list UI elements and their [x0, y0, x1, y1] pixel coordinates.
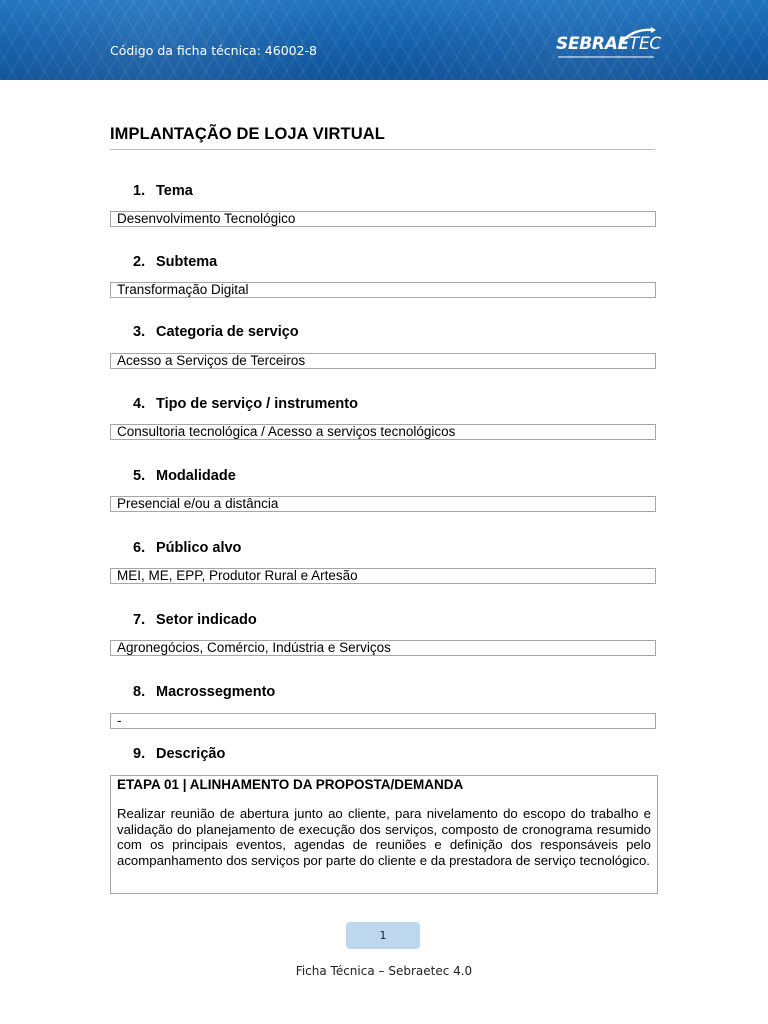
section-title: Tipo de serviço / instrumento	[156, 396, 358, 412]
section-heading-tema	[133, 183, 193, 199]
section-number: 2.	[133, 254, 146, 270]
section-number: 1.	[133, 183, 146, 199]
section-title: Setor indicado	[156, 612, 257, 628]
field-macrossegmento: -	[110, 713, 656, 729]
section-number: 5.	[133, 468, 146, 484]
field-publico: MEI, ME, EPP, Produtor Rural e Artesão	[110, 568, 656, 584]
section-title: Subtema	[156, 254, 218, 270]
section-heading-publico	[133, 540, 241, 556]
page-header	[0, 0, 768, 80]
section-title: Macrossegmento	[156, 684, 276, 700]
section-heading-categoria	[133, 324, 299, 340]
field-subtema: Transformação Digital	[110, 282, 656, 298]
section-number: 8.	[133, 684, 146, 700]
section-number: 3.	[133, 324, 146, 340]
section-title: Público alvo	[156, 540, 242, 556]
section-heading-tipo	[133, 396, 358, 412]
description-step-title: ETAPA 01 | ALINHAMENTO DA PROPOSTA/DEMANDA	[117, 777, 464, 792]
section-number: 4.	[133, 396, 146, 412]
logo-light-text: TEC	[628, 34, 661, 54]
section-heading-macrossegmento	[133, 684, 275, 700]
logo-bold-text: SEBRAE	[556, 34, 629, 54]
section-number: 7.	[133, 612, 146, 628]
section-heading-modalidade	[133, 468, 236, 484]
section-heading-descricao	[133, 746, 225, 762]
section-title: Descrição	[156, 746, 226, 762]
sebraetec-logo	[556, 30, 666, 70]
logo-tagline-line	[558, 56, 654, 58]
section-heading-subtema	[133, 254, 217, 270]
section-title: Tema	[156, 183, 193, 199]
section-heading-setor	[133, 612, 257, 628]
field-setor: Agronegócios, Comércio, Indústria e Serviços	[110, 640, 656, 656]
description-text: Realizar reunião de abertura junto ao cliente, para nivelamento do escopo do trabalho e validação do planejamento de execução dos serviços, composto de cronograma resumido com os principais eventos, agendas de reuniões e definição dos responsáveis pelo acompanhamento dos serviços por parte do cliente e da prestadora de serviço tecnológico.	[117, 806, 651, 868]
section-number: 9.	[133, 746, 146, 762]
field-categoria: Acesso a Serviços de Terceiros	[110, 353, 656, 369]
field-modalidade: Presencial e/ou a distância	[110, 496, 656, 512]
section-title: Categoria de serviço	[156, 324, 299, 340]
section-title: Modalidade	[156, 468, 236, 484]
field-tema: Desenvolvimento Tecnológico	[110, 211, 656, 227]
title-divider	[110, 149, 655, 150]
description-box	[110, 775, 658, 894]
field-tipo: Consultoria tecnológica / Acesso a serviços tecnológicos	[110, 424, 656, 440]
logo-wordmark	[556, 34, 661, 54]
document-title: IMPLANTAÇÃO DE LOJA VIRTUAL	[110, 125, 385, 143]
technical-sheet-code: Código da ficha técnica: 46002-8	[110, 43, 318, 58]
page-number-badge: 1	[346, 922, 420, 949]
footer-text: Ficha Técnica – Sebraetec 4.0	[295, 964, 473, 978]
section-number: 6.	[133, 540, 146, 556]
